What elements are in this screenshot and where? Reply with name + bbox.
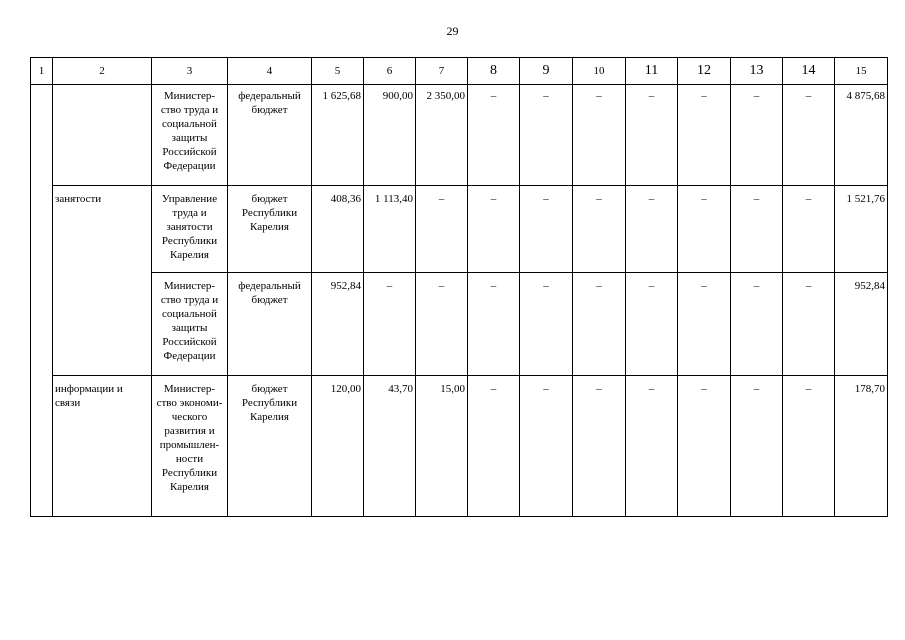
table-row bbox=[31, 85, 888, 186]
value-cell: – bbox=[678, 85, 731, 186]
budget-table bbox=[30, 57, 888, 517]
row-number-cell bbox=[31, 85, 53, 517]
value-cell: – bbox=[468, 273, 520, 376]
total-cell: 4 875,68 bbox=[835, 85, 888, 186]
value-cell: – bbox=[364, 273, 416, 376]
header-cell: 9 bbox=[520, 58, 573, 85]
program-cell bbox=[53, 85, 152, 186]
value-cell: – bbox=[468, 85, 520, 186]
value-cell: – bbox=[626, 85, 678, 186]
header-cell: 6 bbox=[364, 58, 416, 85]
executor-cell: Министер-ство труда и социальной защиты Российской Федерации bbox=[152, 85, 228, 186]
value-cell: – bbox=[520, 186, 573, 273]
program-cell: занятости bbox=[53, 186, 152, 376]
header-cell: 13 bbox=[731, 58, 783, 85]
value-cell: 408,36 bbox=[312, 186, 364, 273]
value-cell: – bbox=[783, 85, 835, 186]
value-cell: 120,00 bbox=[312, 376, 364, 517]
executor-cell: Министер-ство труда и социальной защиты Российской Федерации bbox=[152, 273, 228, 376]
value-cell: – bbox=[626, 186, 678, 273]
value-cell: – bbox=[573, 186, 626, 273]
value-cell: – bbox=[678, 273, 731, 376]
value-cell: 952,84 bbox=[312, 273, 364, 376]
total-cell: 952,84 bbox=[835, 273, 888, 376]
funding-source-cell: бюджет Республики Карелия bbox=[228, 376, 312, 517]
header-cell: 8 bbox=[468, 58, 520, 85]
header-cell: 4 bbox=[228, 58, 312, 85]
value-cell: 15,00 bbox=[416, 376, 468, 517]
header-cell: 15 bbox=[835, 58, 888, 85]
total-cell: 178,70 bbox=[835, 376, 888, 517]
value-cell: – bbox=[678, 186, 731, 273]
value-cell: – bbox=[783, 186, 835, 273]
header-cell: 7 bbox=[416, 58, 468, 85]
value-cell: – bbox=[416, 273, 468, 376]
funding-source-cell: федеральный бюджет bbox=[228, 85, 312, 186]
value-cell: – bbox=[731, 376, 783, 517]
page-number: 29 bbox=[446, 24, 459, 38]
header-cell: 10 bbox=[573, 58, 626, 85]
value-cell: – bbox=[626, 376, 678, 517]
executor-cell: Управление труда и занятости Республики Карелия bbox=[152, 186, 228, 273]
header-cell: 1 bbox=[31, 58, 53, 85]
header-cell: 11 bbox=[626, 58, 678, 85]
program-cell: информации и связи bbox=[53, 376, 152, 517]
value-cell: – bbox=[468, 186, 520, 273]
value-cell: – bbox=[731, 85, 783, 186]
table-row bbox=[31, 273, 888, 376]
header-cell: 14 bbox=[783, 58, 835, 85]
value-cell: – bbox=[573, 85, 626, 186]
value-cell: – bbox=[416, 186, 468, 273]
value-cell: 1 625,68 bbox=[312, 85, 364, 186]
total-cell: 1 521,76 bbox=[835, 186, 888, 273]
value-cell: – bbox=[731, 186, 783, 273]
value-cell: – bbox=[573, 273, 626, 376]
value-cell: 2 350,00 bbox=[416, 85, 468, 186]
value-cell: – bbox=[520, 376, 573, 517]
value-cell: – bbox=[731, 273, 783, 376]
value-cell: – bbox=[678, 376, 731, 517]
funding-source-cell: бюджет Республики Карелия bbox=[228, 186, 312, 273]
value-cell: – bbox=[520, 85, 573, 186]
executor-cell: Министер-ство экономи-ческого развития и промышлен-ности Республики Карелия bbox=[152, 376, 228, 517]
header-cell: 3 bbox=[152, 58, 228, 85]
value-cell: 900,00 bbox=[364, 85, 416, 186]
value-cell: – bbox=[573, 376, 626, 517]
value-cell: – bbox=[783, 273, 835, 376]
value-cell: 43,70 bbox=[364, 376, 416, 517]
value-cell: – bbox=[468, 376, 520, 517]
header-cell: 2 bbox=[53, 58, 152, 85]
value-cell: – bbox=[626, 273, 678, 376]
header-cell: 12 bbox=[678, 58, 731, 85]
funding-source-cell: федеральный бюджет bbox=[228, 273, 312, 376]
value-cell: – bbox=[520, 273, 573, 376]
table-row bbox=[31, 186, 888, 273]
value-cell: – bbox=[783, 376, 835, 517]
header-cell: 5 bbox=[312, 58, 364, 85]
value-cell: 1 113,40 bbox=[364, 186, 416, 273]
table-row bbox=[31, 376, 888, 517]
header-row bbox=[31, 58, 888, 85]
